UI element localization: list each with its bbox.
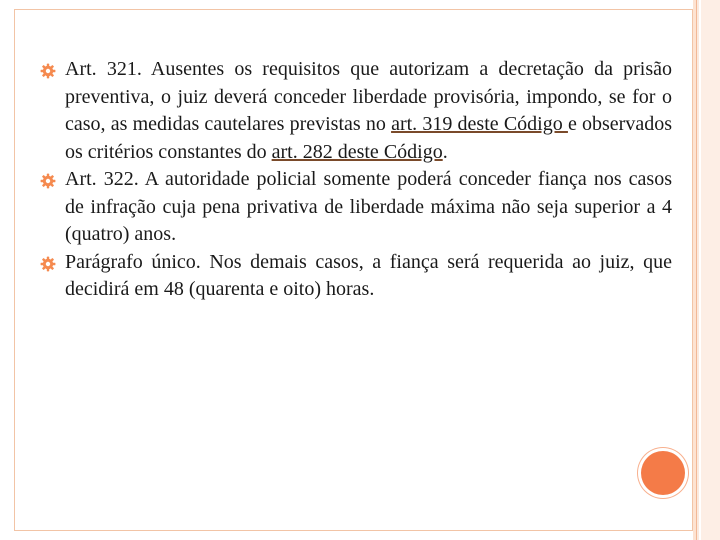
decorative-stripe — [697, 0, 699, 540]
slide-content — [40, 56, 672, 304]
gear-icon — [40, 63, 56, 79]
bullet-item-art-321 — [40, 56, 672, 166]
bullet-text: Art. 322. A autoridade policial somente poderá conceder fiança nos casos de infração cuja pena privativa de liberdade máxima não seja superior a 4 (quatro) anos. — [65, 168, 672, 245]
gear-icon — [40, 256, 56, 272]
bullet-text: Art. 321. Ausentes os requisitos que autorizam a decretação da prisão preventiva, o juiz deverá conceder liberdade provisória, impondo, se for o caso, as medidas cautelares previstas no — [65, 58, 672, 135]
link-art-319[interactable]: art. 319 deste Código — [391, 113, 568, 135]
decorative-circle — [641, 451, 685, 495]
bullet-text: Parágrafo único. Nos demais casos, a fiança será requerida ao juiz, que decidirá em 48 (quarenta e oito) horas. — [65, 250, 672, 300]
bullet-text: e observados os critérios constantes do — [65, 113, 672, 163]
decorative-stripe — [701, 0, 720, 540]
bullet-text: . — [442, 140, 448, 163]
link-art-282[interactable]: art. 282 deste Código — [271, 140, 443, 163]
bullet-item-paragrafo-unico — [40, 249, 672, 304]
gear-icon — [40, 173, 56, 189]
bullet-item-art-322 — [40, 166, 672, 249]
